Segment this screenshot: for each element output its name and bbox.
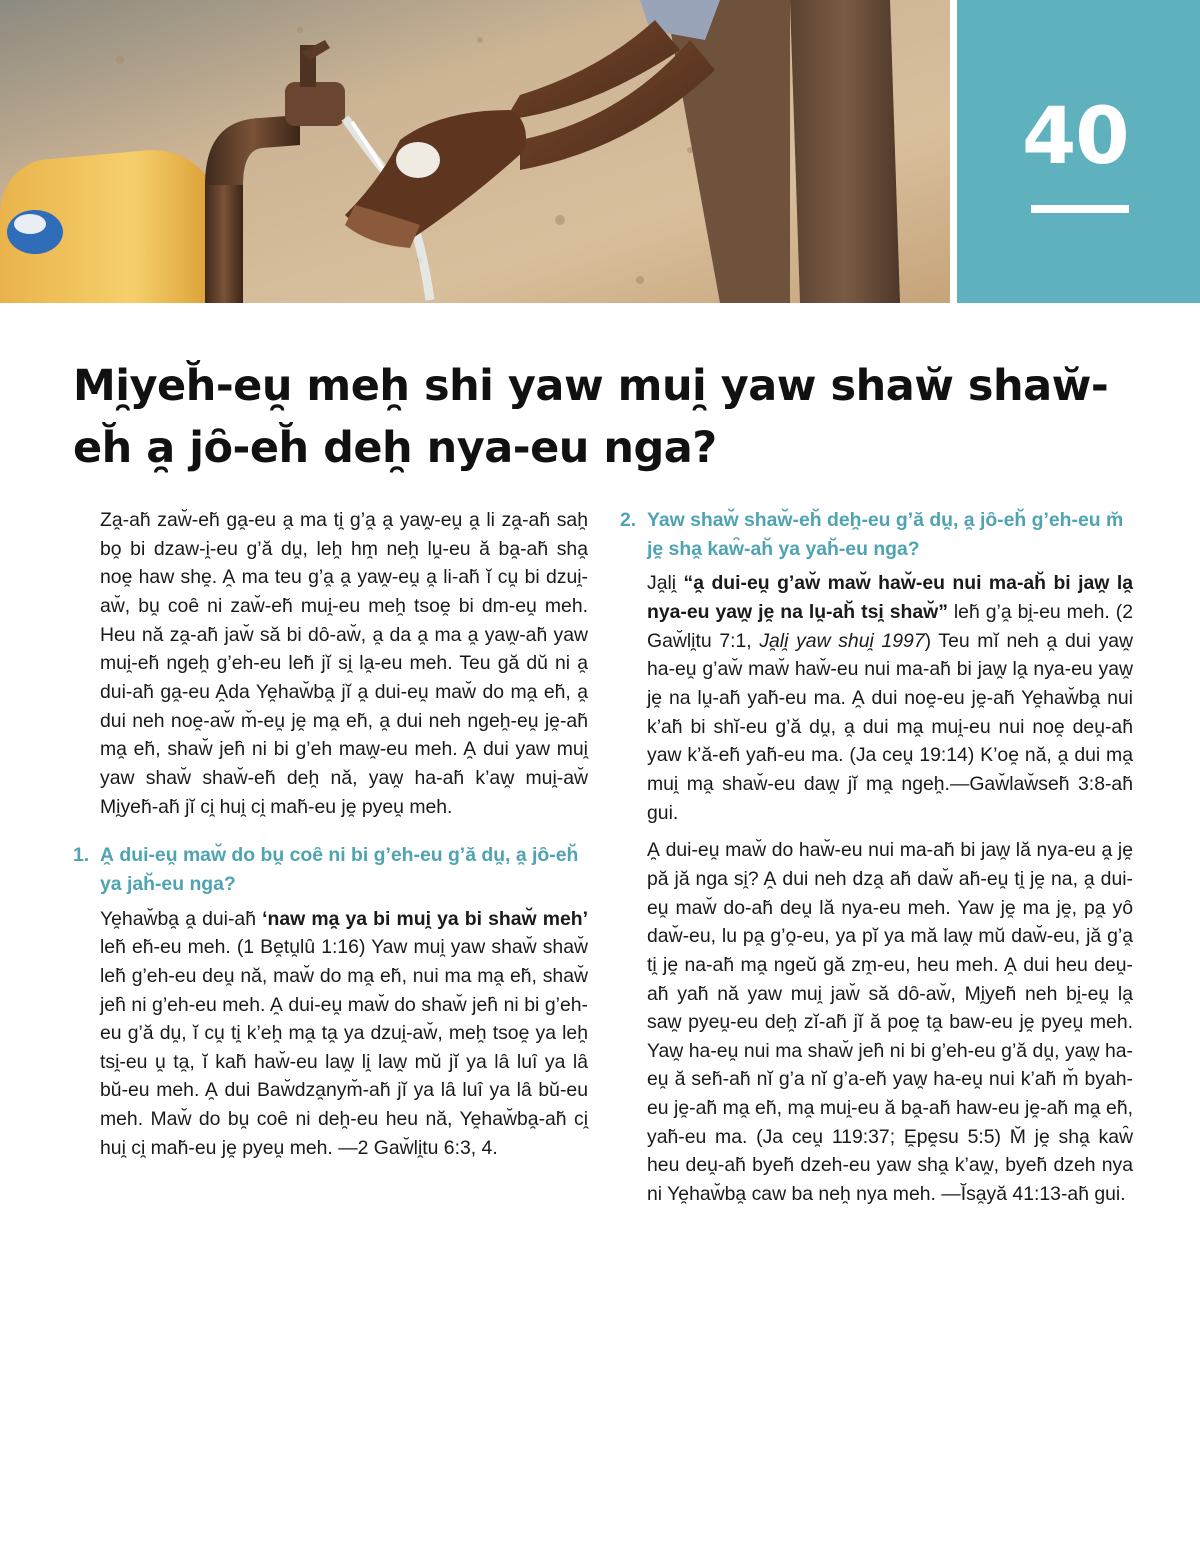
answer-bold-text: ‘naw ma̯ ya bi mui̯ ya bi shaw̆ meh’: [262, 907, 588, 930]
page-title: Mi̯yeh̆-eu̯ meh̯ shi yaw mui̯ yaw shaw̆ shaw̆-eh̆ a̯ jȏ-eh̆ deh̯ nya-eu nga?: [73, 361, 1109, 473]
answer-text: Ja̯li̯: [647, 572, 684, 595]
answer-bold-text: “a̯ dui-eu̯ g’aw̆ maw̆ haw̆-eu nui ma-ah̆ bi jaw̯ la̯ nya-eu yaw̯ je̯ na lu̯-ah̆ tsi̯ shaw̆”: [647, 572, 1134, 623]
intro-paragraph: Za̯-ah̆ zaw̆-eh̆ ga̯-eu a̯ ma ti̯ g’a̯ a̯ yaw̯-eu̯ a̯ li za̯-ah̆ sah̯ bo̯ bi dzaw-i̯-eu g’ă du̯, leh̯ hm̯ neh̯ lu̯-eu ă ba̯-ah̆ sha̯ noe̯ haw she̯. A̯ ma teu g’a̯ a̯ yaw̯-eu̯ a̯ li-ah̆ ĭ cu̯ bi dzui̯-aw̆, bu̯ coȇ ni zaw̆-eh̆ mui̯-eu meh̯ tsoe̯ bi dm-eu̯ meh. Heu nă za̯-ah̆ jaw̆ să bi dȏ-aw̆, a̯ da a̯ ma a̯ yaw̯-ah̆ yaw mui̯-eh̆ ngeh̯ g’eh-eu leh̆ jĭ si̯ la̯-eu meh. Teu gă dŭ ni a̯ dui-ah̆ ga̯-eu A̯da Ye̯haw̆ba̯ jĭ a̯ dui-eu̯ maw̆ do ma̯ eh̆, a̯ dui neh noe̯-aw̆ m̆-eu̯ je̯ ma̯ eh̆, a̯ dui neh ngeh̯-eu̯ je̯-ah̆ ma̯ eh̆, shaw̆ jeh̑ ni bi g’eh maw̯-eu meh. A̯ dui yaw mui̯ yaw shaw̆ shaw̆-eh̆ deh̯ nă, yaw̯ ha-ah̆ k’aw̯ mui̯-aw̆ Mi̯yeh̆-ah̆ jĭ ci̯ hui̯ ci̯ mah̆-eu je̯ pyeu̯ meh.: [100, 509, 588, 818]
question-number: 2.: [620, 509, 637, 531]
answer-text: Ye̯haw̆ba̯ a̯ dui-ah̆: [100, 907, 263, 930]
answer-text: leh̆ g’a̯ bi̯-eu meh. (2 Gaw̆li̯tu 7:1,: [647, 600, 1133, 652]
question-heading: [73, 841, 588, 898]
answer-paragraph: [73, 905, 588, 1163]
question-number: 1.: [73, 844, 90, 867]
right-column: [620, 506, 1133, 1218]
lesson-number-underline: [1031, 205, 1129, 213]
hand-washing-photo: [0, 0, 950, 303]
answer-paragraph: [620, 569, 1133, 827]
answer-text: A̯ dui-eu̯ maw̆ do haw̆-eu nui ma-ah̆ bi jaw̯ lă nya-eu a̯ je̯ pă jă nga si̯? A̯ dui neh dza̯ ah̆ daw̆ ah̆-eu̯ ti̯ je̯ na, a̯ dui-eu̯ maw̆ do-ah̆ deu̯ lă nya-eu meh. Yaw je̯ ma je̯, pa̯ yȏ daw̆-eu, lu pa̯ g’o̯-eu, ya pĭ ya mă law̯ mŭ daw̆-eu, jă g’a̯ ti̯ je̯ na-ah̆ ma̯ ngeŭ gă zm̯-eu, heu meh. A̯ dui heu deu̯-ah̆ yah̆ nă yaw mui̯ jaw̆ să dȏ-aw̆, Mi̯yeh̆ neh bi̯-eu̯ la̯ saw̯ pyeu̯-eu deh̯ zĭ-ah̆ jĭ ă poe̯ ta̯ baw-eu je̯ pyeu̯ meh. Yaw̯ ha-eu̯ nui ma shaw̆ jeh̑ ni bi g’eh-eu g’ă du̯, yaw̯ ha-eu̯ ă seh̆-ah̆ nĭ g’a nĭ g’a-eh̆ yaw̯ ha-eu̯ nui k’ah̆ m̆ byah-eu je̯-ah̆ ma̯ eh̆, ma̯ mui̯-eu ă ba̯-ah̆ haw-eu je̯-ah̆ ma̯ eh̆, yah̆-eu ma. (Ja ceu̯ 119:37; E̯pe̯su 5:5) M̆ je̯ sha̯ kaw̑ heu deu̯-ah̆ byeh̆ dzeh-eu yaw sha̯ k’aw̯, byeh̆ dzeh nya ni Ye̯haw̆ba̯ caw ba neh̯ nya meh. —Ĭsa̯yă 41:13-ah̆ gui.: [647, 839, 1133, 1206]
answer-text: ) Teu mĭ neh a̯ dui yaw̯ ha-eu̯ g’aw̆ maw̆ haw̆-eu nui ma-ah̆ bi jaw̯ la̯ nya-eu yaw̯ je̯ na lu̯-ah̆ yah̆-eu ma. A̯ dui noe̯-eu je̯-ah̆ Ye̯haw̆ba̯ nui k’ah̆ bi shĭ-eu g’ă du̯, a̯ dui ma̯ mui̯-eu nui noe̯ deu̯-ah̆ yaw k’ă-eh̆ yah̆-eu ma. (Ja ceu̯ 19:14) K’oe̯ nă, a̯ dui ma̯ mui̯ ma̯ shaw̆-eu daw̯ jĭ ma̯ ngeh̯.—Gaw̆law̆seh̆ 3:8-ah̆ gui.: [647, 629, 1133, 824]
left-column: [73, 506, 588, 1171]
answer-paragraph: [620, 836, 1133, 1209]
lesson-number: 40: [1022, 92, 1129, 182]
answer-text: leh̆ eh̆-eu meh. (1 Be̯tu̯lȗ 1:16) Yaw mui̯ yaw shaw̆ shaw̆ leh̆ g’eh-eu deu̯ nă, maw̆ do ma̯ eh̆, nui ma ma̯ eh̆, shaw̆ jeh̑ ni g’eh-eu meh. A̯ dui-eu̯ maw̆ do shaw̆ jeh̑ ni bi g’eh-eu g’ă du̯, ĭ cu̯ ti̯ k’eh̯ ma̯ ta̯ ya dzui̯-aw̆, meh̯ tsoe̯ ya leh̯ tsi̯-eu u̯ ta̯, ĭ kah̆ haw̆-eu law̯ li̯ law̯ mŭ jĭ ya lȃ luȋ ya lȃ bŭ-eu meh. A̯ dui Baw̆dza̯nym̆-ah̆ jĭ ya lȃ luȋ ya lȃ bŭ-eu meh. Maw̆ do bu̯ coȇ ni deh̯-eu heu nă, Ye̯haw̆ba̯-ah̆ ci̯ hui̯ ci̯ mah̆-eu je̯ pyeu̯ meh. —2 Gaw̆li̯tu 6:3, 4.: [100, 936, 588, 1159]
question-text: Yaw shaw̆ shaw̆-eh̆ deh̯-eu g’ă du̯, a̯ jȏ-eh̆ g’eh-eu m̆ je̯ sha̯ kaw̑-ah̆ ya yah̆-eu nga?: [647, 509, 1124, 560]
answer-italic-text: Ja̯li̯ yaw shui̯ 1997: [759, 629, 925, 652]
question-heading: [620, 506, 1133, 563]
question-text: A̯ dui-eu̯ maw̆ do bu̯ coȇ ni bi g’eh-eu g’ă du̯, a̯ jȏ-eh̆ ya jah̆-eu nga?: [100, 844, 579, 895]
